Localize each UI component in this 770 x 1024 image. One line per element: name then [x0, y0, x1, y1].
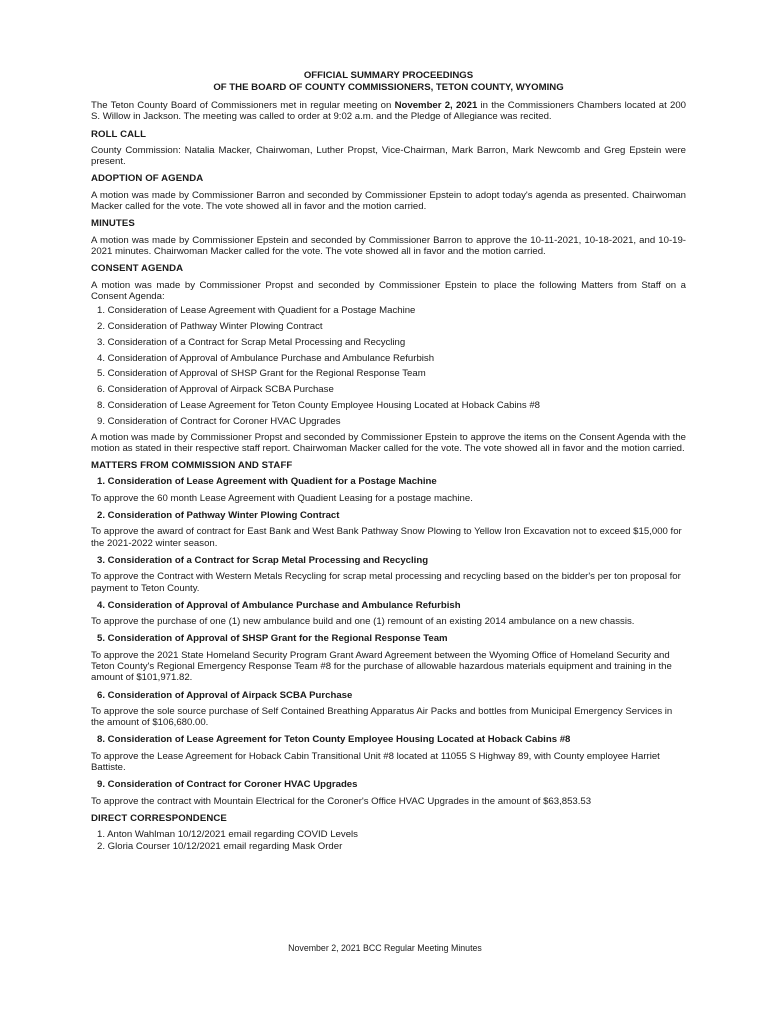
document-page: [91, 70, 686, 852]
intro-paragraph: [91, 100, 686, 123]
document-title-line1: OFFICIAL SUMMARY PROCEEDINGS: [303, 70, 474, 81]
matter-item: [91, 555, 686, 594]
roll-call-text: County Commission: Natalia Macker, Chairwoman, Luther Propst, Vice-Chairman, Mark Barron, Mark Newcomb and Greg Epstein were present.: [91, 144, 686, 168]
matter-text: To approve the 2021 State Homeland Security Program Grant Award Agreement between the Wyoming Office of Homeland Security and Teton County's Regional Emergency Response Team #8 for the purchase of allowable hazardous materials equipment and training in the amount of $101,971.82.: [91, 649, 672, 684]
matter-title: 2. Consideration of Pathway Winter Plowing Contract: [97, 510, 340, 522]
matter-text: To approve the contract with Mountain Electrical for the Coroner's Office HVAC Upgrades in the amount of $63,853.53: [91, 795, 592, 807]
adoption-text: A motion was made by Commissioner Barron and seconded by Commissioner Epstein to adopt today's agenda as presented. Chairwoman Macker called for the vote. The vote showed all in favor and the motion carried.: [91, 189, 686, 213]
matter-text: To approve the Lease Agreement for Hoback Cabin Transitional Unit #8 located at 11055 S Highway 89, with County employee Harriet Battiste.: [91, 750, 660, 774]
intro-before: The Teton County Board of Commissioners met in regular meeting on: [91, 100, 395, 111]
consent-heading: CONSENT AGENDA: [91, 263, 184, 275]
matter-text: To approve the 60 month Lease Agreement with Quadient Leasing for a postage machine.: [91, 492, 473, 504]
matter-text: To approve the purchase of one (1) new ambulance build and one (1) remount of an existing 2014 ambulance on a new chassis.: [91, 616, 635, 628]
list-item: 9. Consideration of Contract for Coroner HVAC Upgrades: [97, 415, 341, 427]
matter-title: 3. Consideration of a Contract for Scrap Metal Processing and Recycling: [97, 554, 429, 566]
matter-item: [91, 779, 686, 807]
matters-heading: MATTERS FROM COMMISSION AND STAFF: [91, 460, 293, 472]
minutes-heading: MINUTES: [91, 218, 135, 230]
list-item: 1. Anton Wahlman 10/12/2021 email regarding COVID Levels: [97, 829, 358, 841]
matter-title: 1. Consideration of Lease Agreement with Quadient for a Postage Machine: [97, 476, 437, 488]
consent-list: [91, 305, 686, 427]
consent-intro: A motion was made by Commissioner Propst and seconded by Commissioner Epstein to place the following Matters from Staff on a Consent Agenda:: [91, 279, 686, 302]
list-item: 8. Consideration of Lease Agreement for Teton County Employee Housing Located at Hoback Cabins #8: [97, 399, 541, 411]
list-item: 2. Gloria Courser 10/12/2021 email regarding Mask Order: [97, 840, 343, 852]
matter-title: 9. Consideration of Contract for Coroner HVAC Upgrades: [97, 779, 358, 791]
consent-closing: A motion was made by Commissioner Propst and seconded by Commissioner Epstein to approve the items on the Consent Agenda with the motion as stated in their respective staff report. Chairwoman Macker called for the vote. The vote showed all in favor and the motion carried.: [91, 431, 686, 454]
roll-call-heading: ROLL CALL: [91, 128, 147, 140]
document-title-line2: OF THE BOARD OF COUNTY COMMISSIONERS, TETON COUNTY, WYOMING: [213, 81, 564, 93]
matter-item: [91, 476, 686, 504]
page-footer: November 2, 2021 BCC Regular Meeting Minutes: [288, 943, 482, 953]
matter-title: 5. Consideration of Approval of SHSP Grant for the Regional Response Team: [97, 633, 448, 645]
list-item: 6. Consideration of Approval of Airpack SCBA Purchase: [97, 384, 334, 396]
correspondence-list: [91, 829, 686, 852]
matter-item: [91, 510, 686, 549]
list-item: 2. Consideration of Pathway Winter Plowing Contract: [97, 320, 323, 332]
matter-item: [91, 734, 686, 773]
adoption-heading: ADOPTION OF AGENDA: [91, 173, 204, 185]
matter-item: [91, 633, 686, 683]
list-item: 3. Consideration of a Contract for Scrap Metal Processing and Recycling: [97, 336, 406, 348]
matter-title: 4. Consideration of Approval of Ambulance Purchase and Ambulance Refurbish: [97, 599, 461, 611]
meeting-date: November 2, 2021: [394, 100, 478, 111]
list-item: 4. Consideration of Approval of Ambulance Purchase and Ambulance Refurbish: [97, 352, 435, 364]
list-item: 1. Consideration of Lease Agreement with Quadient for a Postage Machine: [97, 305, 416, 317]
correspondence-heading: DIRECT CORRESPONDENCE: [91, 812, 227, 824]
matter-text: To approve the Contract with Western Metals Recycling for scrap metal processing and recycling based on the bidder's per ton proposal for payment to Teton County.: [91, 571, 681, 594]
matter-text: To approve the award of contract for East Bank and West Bank Pathway Snow Plowing to Yellow Iron Excavation not to exceed $15,000 for the 2021-2022 winter season.: [91, 526, 682, 549]
matter-title: 8. Consideration of Lease Agreement for Teton County Employee Housing Located at Hoback Cabins #8: [97, 734, 571, 746]
list-item: 5. Consideration of Approval of SHSP Grant for the Regional Response Team: [97, 368, 426, 380]
matter-item: [91, 690, 686, 729]
matter-item: [91, 600, 686, 628]
intro-after: in the Commissioners Chambers located at 200 S. Willow in Jackson. The meeting was called to order at 9:02 a.m. and the Pledge of Allegiance was recited.: [91, 100, 687, 123]
matter-text: To approve the sole source purchase of Self Contained Breathing Apparatus Air Packs and bottles from Municipal Emergency Services in the amount of $106,680.00.: [91, 705, 673, 729]
matter-title: 6. Consideration of Approval of Airpack SCBA Purchase: [97, 689, 353, 701]
minutes-text: A motion was made by Commissioner Epstein and seconded by Commissioner Barron to approve the 10-11-2021, 10-18-2021, and 10-19-2021 minutes. Chairwoman Macker called for the vote. The vote showed all in favor and the motion carried.: [91, 234, 686, 257]
